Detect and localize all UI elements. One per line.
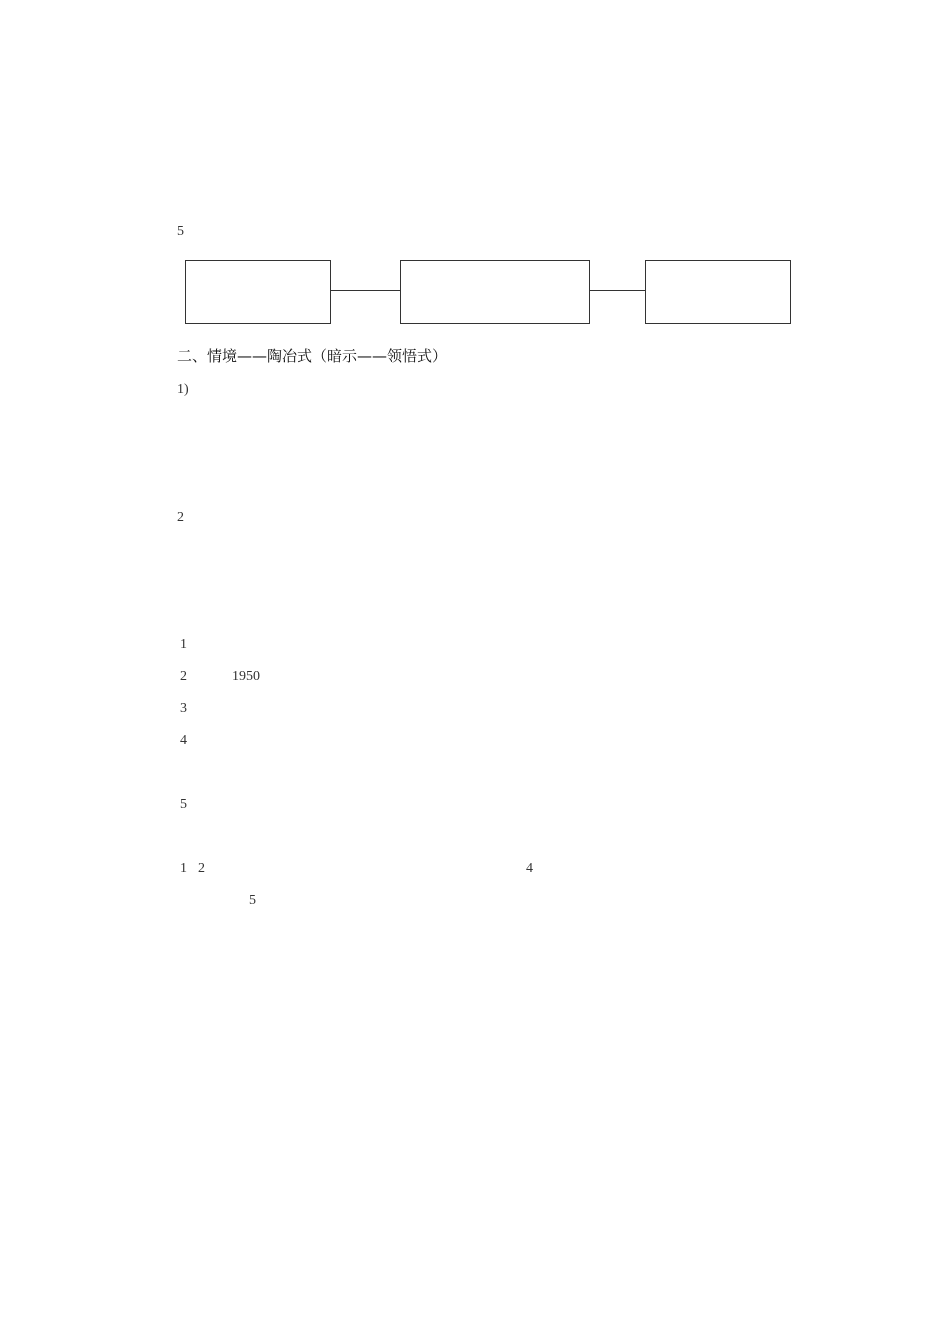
ref-number: 1 xyxy=(180,861,187,876)
flow-connector xyxy=(590,290,646,291)
step-marker xyxy=(180,732,187,748)
section-heading: 二、情境——陶冶式（暗示——领悟式） xyxy=(177,347,448,365)
flow-box-2 xyxy=(400,260,590,324)
step-number: 1 xyxy=(180,637,187,652)
ref-marker xyxy=(526,860,533,876)
ref-number: 4 xyxy=(526,861,533,876)
list-marker xyxy=(177,509,184,525)
step-number: 4 xyxy=(180,733,187,748)
ref-marker xyxy=(198,860,205,876)
ref-marker xyxy=(249,892,256,908)
step-number: 5 xyxy=(180,797,187,812)
flow-connector xyxy=(331,290,401,291)
step-marker xyxy=(180,700,187,716)
step-marker xyxy=(180,796,187,812)
year-value: 1950 xyxy=(232,669,260,684)
item-number: 5 xyxy=(177,224,184,239)
list-marker xyxy=(177,223,184,239)
step-number: 2 xyxy=(180,669,187,684)
step-year xyxy=(232,668,260,684)
item-number: 1) xyxy=(177,382,189,397)
flow-box-3 xyxy=(645,260,791,324)
ref-number: 5 xyxy=(249,893,256,908)
step-number: 3 xyxy=(180,701,187,716)
step-marker xyxy=(180,636,187,652)
item-number: 2 xyxy=(177,510,184,525)
step-marker xyxy=(180,668,187,684)
flow-box-1 xyxy=(185,260,331,324)
list-marker xyxy=(177,381,189,397)
ref-marker xyxy=(180,860,187,876)
ref-number: 2 xyxy=(198,861,205,876)
